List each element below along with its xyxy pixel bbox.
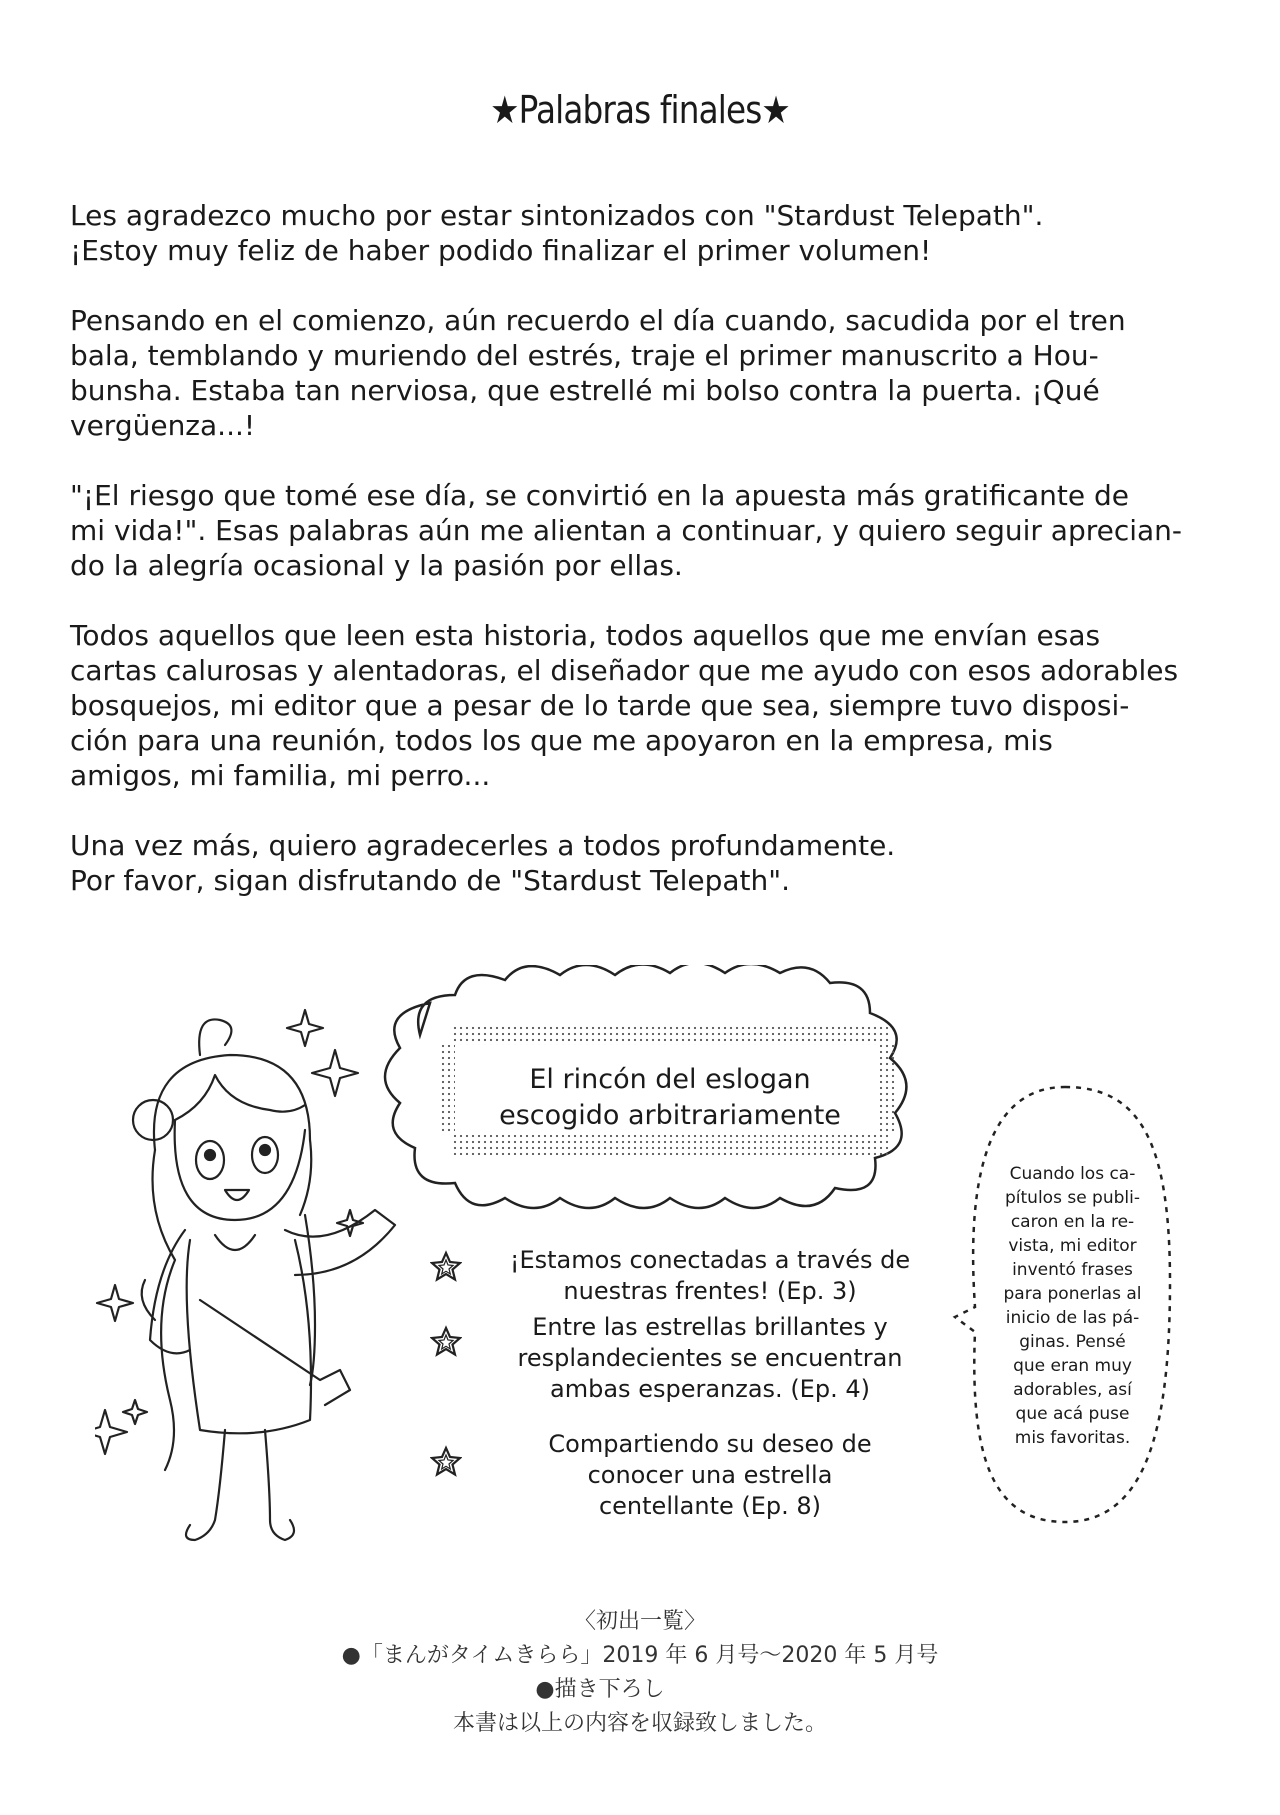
text-line: vergüenza...! bbox=[70, 409, 256, 442]
text-line: cartas calurosas y alentadoras, el diseñador que me ayudo con esos adorables bbox=[70, 654, 1179, 687]
note-line: inicio de las pá- bbox=[1005, 1308, 1140, 1328]
paragraph bbox=[70, 828, 1230, 898]
slogan-line: conocer una estrella bbox=[587, 1461, 833, 1489]
text-line: Pensando en el comienzo, aún recuerdo el día cuando, sacudida por el tren bbox=[70, 304, 1126, 337]
credits-item: ●描き下ろし bbox=[535, 1677, 665, 1702]
slogan-line: ambas esperanzas. (Ep. 4) bbox=[550, 1375, 870, 1403]
note-line: Cuando los ca- bbox=[1009, 1164, 1136, 1184]
slogan-item bbox=[480, 1429, 940, 1522]
text-line: amigos, mi familia, mi perro... bbox=[70, 759, 491, 792]
star-outline-icon bbox=[430, 1445, 462, 1481]
credits-item: ●「まんがタイムきらら」2019 年 6 月号〜2020 年 5 月号 bbox=[341, 1643, 939, 1668]
slogan-line: ¡Estamos conectadas a través de bbox=[509, 1246, 911, 1274]
note-line: adorables, así bbox=[1013, 1380, 1132, 1400]
text-line: Una vez más, quiero agradecerles a todos profundamente. bbox=[70, 829, 896, 862]
cloud-title-line: escogido arbitrariamente bbox=[499, 1100, 841, 1131]
text-line: Les agradezco mucho por estar sintonizados con "Stardust Telepath". bbox=[70, 199, 1044, 232]
paragraph bbox=[70, 198, 1230, 268]
note-line: pítulos se publi- bbox=[1005, 1188, 1140, 1208]
author-note bbox=[985, 1162, 1160, 1450]
note-line: mis favoritas. bbox=[1014, 1428, 1131, 1448]
text-line: ¡Estoy muy feliz de haber podido finalizar el primer volumen! bbox=[70, 234, 932, 267]
slogan-item bbox=[480, 1245, 940, 1307]
credits-heading: 〈初出一覧〉 bbox=[573, 1609, 706, 1634]
text-line: ción para una reunión, todos los que me apoyaron en la empresa, mis bbox=[70, 724, 1053, 757]
text-line: Todos aquellos que leen esta historia, todos aquellos que me envían esas bbox=[70, 619, 1101, 652]
paragraph bbox=[70, 478, 1230, 583]
slogan-line: Entre las estrellas brillantes y bbox=[532, 1313, 888, 1341]
first-appearance-credits bbox=[0, 1605, 1280, 1741]
note-line: que eran muy bbox=[1013, 1356, 1132, 1376]
chibi-girl-illustration bbox=[95, 1000, 415, 1560]
text-line: bosquejos, mi editor que a pesar de lo tarde que sea, siempre tuvo disposi- bbox=[70, 689, 1130, 722]
paragraph bbox=[70, 618, 1230, 793]
afterword-body bbox=[70, 198, 1230, 933]
slogan-line: resplandecientes se encuentran bbox=[517, 1344, 903, 1372]
text-line: "¡El riesgo que tomé ese día, se convirtió en la apuesta más gratificante de bbox=[70, 479, 1130, 512]
note-line: inventó frases bbox=[1012, 1260, 1133, 1280]
text-line: do la alegría ocasional y la pasión por ellas. bbox=[70, 549, 683, 582]
slogan-line: nuestras frentes! (Ep. 3) bbox=[563, 1277, 857, 1305]
text-line: mi vida!". Esas palabras aún me alientan a continuar, y quiero seguir aprecian- bbox=[70, 514, 1183, 547]
slogan-line: Compartiendo su deseo de bbox=[548, 1430, 872, 1458]
paragraph bbox=[70, 303, 1230, 443]
text-line: Por favor, sigan disfrutando de "Stardust Telepath". bbox=[70, 864, 791, 897]
note-line: para ponerlas al bbox=[1003, 1284, 1142, 1304]
note-line: caron en la re- bbox=[1010, 1212, 1135, 1232]
star-outline-icon bbox=[430, 1250, 462, 1286]
page-title: ★Palabras finales★ bbox=[490, 88, 790, 132]
note-line: que acá puse bbox=[1015, 1404, 1130, 1424]
text-line: bala, temblando y muriendo del estrés, traje el primer manuscrito a Hou- bbox=[70, 339, 1099, 372]
star-outline-icon bbox=[430, 1325, 462, 1361]
slogan-corner-title bbox=[440, 1062, 900, 1134]
slogan-item bbox=[480, 1312, 940, 1405]
note-line: ginas. Pensé bbox=[1019, 1332, 1126, 1352]
cloud-title-line: El rincón del eslogan bbox=[529, 1064, 811, 1095]
credits-note: 本書は以上の内容を収録致しました。 bbox=[452, 1711, 827, 1736]
text-line: bunsha. Estaba tan nerviosa, que estrellé mi bolso contra la puerta. ¡Qué bbox=[70, 374, 1100, 407]
note-line: vista, mi editor bbox=[1008, 1236, 1137, 1256]
slogan-line: centellante (Ep. 8) bbox=[598, 1492, 822, 1520]
